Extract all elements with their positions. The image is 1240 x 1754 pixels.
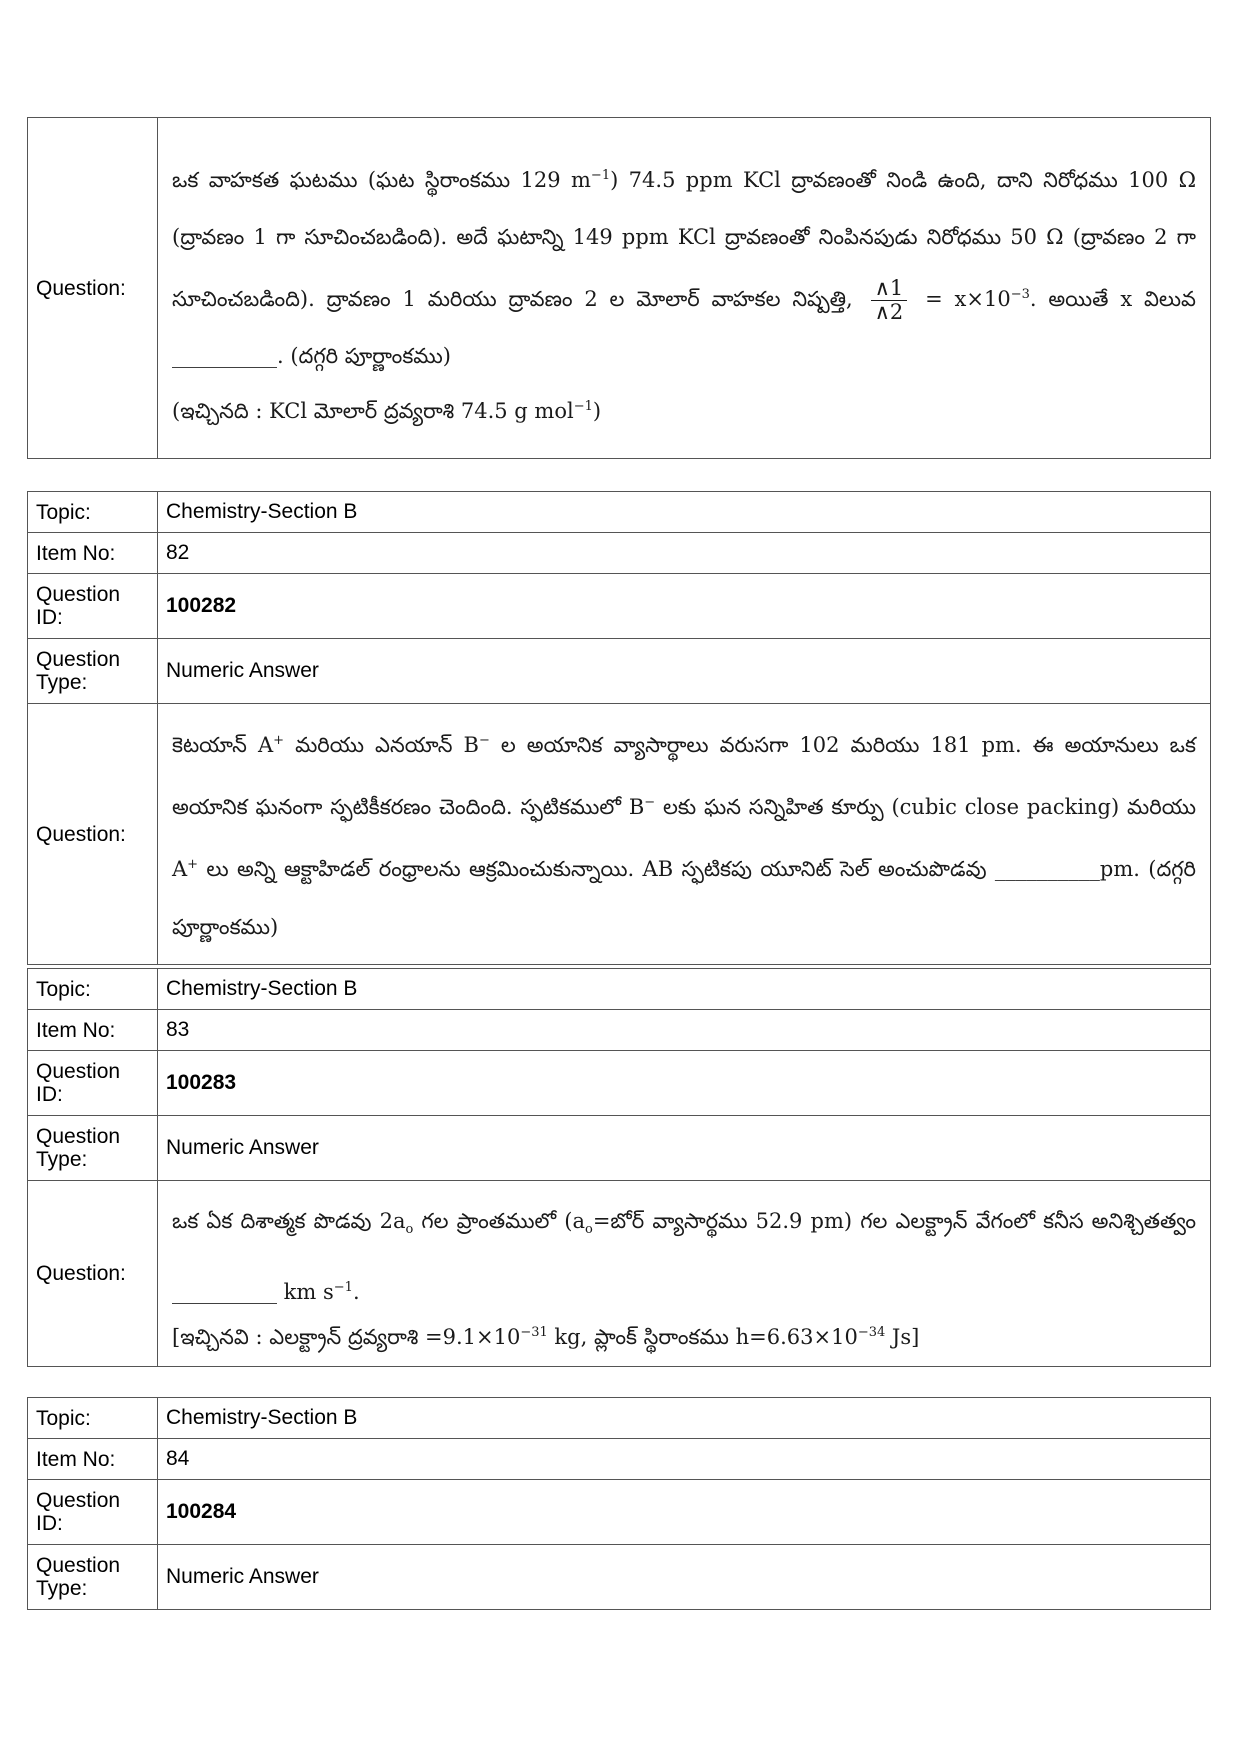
question-id-value: 100283	[158, 1051, 1211, 1116]
question-type-label: Question Type:	[28, 1545, 158, 1610]
question-type-label: Question Type:	[28, 639, 158, 704]
question-id-label: Question ID:	[28, 574, 158, 639]
question-type-value: Numeric Answer	[158, 1116, 1211, 1181]
question-id-value: 100282	[158, 574, 1211, 639]
topic-value: Chemistry-Section B	[158, 492, 1211, 533]
question-block-84	[27, 1397, 1211, 1610]
ratio-fraction: $\frac{\wedge 1}{\wedge 2}$	[871, 277, 908, 324]
item-no-label: Item No:	[28, 1010, 158, 1051]
topic-label: Topic:	[28, 492, 158, 533]
question-id-value: 100284	[158, 1480, 1211, 1545]
item-no-value: 82	[158, 533, 1211, 574]
question-block-83	[27, 968, 1211, 1367]
question-id-label: Question ID:	[28, 1051, 158, 1116]
topic-value: Chemistry-Section B	[158, 1398, 1211, 1439]
question-text: కెటయాన్ A+ మరియు ఎనయాన్ B− ల అయానిక వ్యాసార్థాలు వరుసగా 102 మరియు 181 pm. ఈ అయానులు ఒక అయానిక ఘనంగా స్ఫటికీకరణం చెందింది. స్ఫటికములో B− లకు ఘన సన్నిహిత కూర్పు (cubic close packing) మరియు A+ లు అన్ని ఆక్టాహిడల్ రంధ్రాలను ఆక్రమించుకున్నాయి. AB స్ఫటికపు యూనిట్ సెల్ అంచుపొడవు __________pm. (దగ్గరి పూర్ణాంకము)	[158, 704, 1211, 965]
item-no-value: 83	[158, 1010, 1211, 1051]
question-text: ఒక వాహకత ఘటము (ఘట స్థిరాంకము 129 $m^{-1}$) 74.5 ppm KCl ద్రావణంతో నిండి ఉంది, దాని నిరోధము 100 Ω (ద్రావణం 1 గా సూచించబడింది). అదే ఘటాన్ని 149 ppm KCl ద్రావణంతో నింపినపుడు నిరోధము 50 Ω (ద్రావణం 2 గా సూచించబడింది). ద్రావణం 1 మరియు ద్రావణం 2 ల మోలార్ వాహకల నిష్పత్తి, $\frac{\wedge 1}{\wedge 2}$ = $x\times 10^{-3}$. అయితే x విలువ __________. (దగ్గరి పూర్ణాంకము) (ఇచ్చినది : KCl మోలార్ ద్రవ్యరాశి 74.5 g mol$^{-1}$)	[158, 118, 1211, 459]
question-type-value: Numeric Answer	[158, 639, 1211, 704]
question-id-label: Question ID:	[28, 1480, 158, 1545]
question-label: Question:	[28, 118, 158, 459]
topic-value: Chemistry-Section B	[158, 969, 1211, 1010]
item-no-value: 84	[158, 1439, 1211, 1480]
question-block-81	[27, 117, 1211, 459]
question-text: ఒక ఏక దిశాత్మక పొడవు $2a_o$ గల ప్రాంతములో ($a_o=బోర్$ వ్యాసార్థము 52.9 pm) గల ఎలక్ట్రాన్ వేగంలో కనీస అనిశ్చితత్వం __________ km $s^{-1}$. [ఇచ్చినవి : ఎలక్ట్రాన్ ద్రవ్యరాశి $=9.1\times 10^{-31}$ kg, ప్లాంక్ స్థిరాంకము $h=6.63\times 10^{-34}$ Js]	[158, 1181, 1211, 1367]
question-label: Question:	[28, 1181, 158, 1367]
item-no-label: Item No:	[28, 1439, 158, 1480]
question-label: Question:	[28, 704, 158, 965]
topic-label: Topic:	[28, 969, 158, 1010]
item-no-label: Item No:	[28, 533, 158, 574]
question-block-82	[27, 491, 1211, 965]
question-type-value: Numeric Answer	[158, 1545, 1211, 1610]
topic-label: Topic:	[28, 1398, 158, 1439]
question-type-label: Question Type:	[28, 1116, 158, 1181]
